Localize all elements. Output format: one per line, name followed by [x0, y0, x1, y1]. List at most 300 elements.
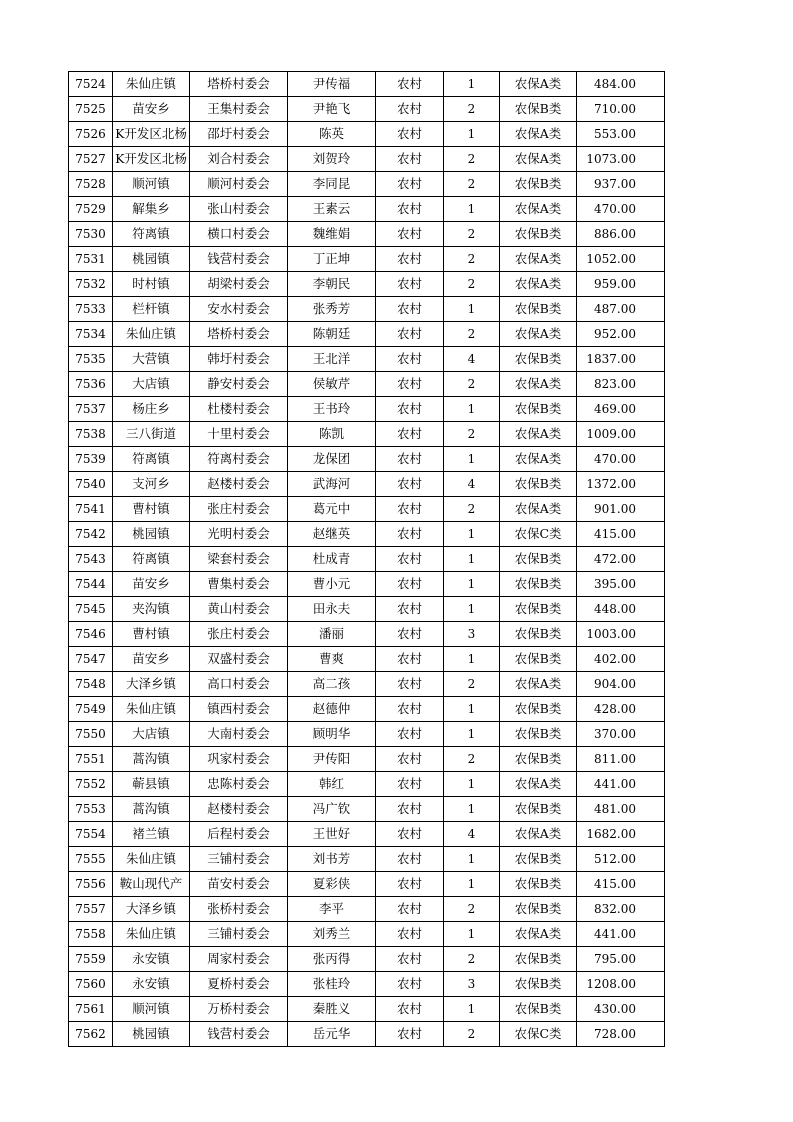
cell-area-type: 农村 — [376, 572, 444, 597]
cell-household-count: 1 — [444, 297, 500, 322]
table-row — [69, 772, 665, 797]
cell-person-name: 曹小元 — [288, 572, 376, 597]
cell-village-committee: 钱营村委会 — [190, 247, 288, 272]
cell-insurance-category: 农保A类 — [500, 422, 577, 447]
cell-area-type: 农村 — [376, 922, 444, 947]
table-row — [69, 522, 665, 547]
table-row — [69, 972, 665, 997]
cell-person-name: 李朝民 — [288, 272, 376, 297]
cell-area-type: 农村 — [376, 647, 444, 672]
table-row — [69, 322, 665, 347]
cell-person-name: 龙保团 — [288, 447, 376, 472]
cell-record-number: 7546 — [69, 622, 113, 647]
cell-township: 符离镇 — [113, 547, 190, 572]
table-row — [69, 422, 665, 447]
cell-township: 符离镇 — [113, 222, 190, 247]
cell-insurance-category: 农保A类 — [500, 122, 577, 147]
cell-township: 大营镇 — [113, 347, 190, 372]
cell-person-name: 刘秀兰 — [288, 922, 376, 947]
cell-person-name: 田永夫 — [288, 597, 376, 622]
table-row — [69, 997, 665, 1022]
cell-insurance-category: 农保A类 — [500, 922, 577, 947]
table-row — [69, 597, 665, 622]
cell-amount: 710.00 — [577, 97, 665, 122]
cell-insurance-category: 农保B类 — [500, 897, 577, 922]
cell-household-count: 1 — [444, 597, 500, 622]
table-row — [69, 1022, 665, 1047]
cell-township: 夹沟镇 — [113, 597, 190, 622]
cell-insurance-category: 农保B类 — [500, 622, 577, 647]
cell-record-number: 7543 — [69, 547, 113, 572]
cell-insurance-category: 农保B类 — [500, 572, 577, 597]
table-row — [69, 372, 665, 397]
cell-household-count: 4 — [444, 347, 500, 372]
cell-village-committee: 安水村委会 — [190, 297, 288, 322]
cell-village-committee: 苗安村委会 — [190, 872, 288, 897]
cell-household-count: 1 — [444, 722, 500, 747]
cell-household-count: 3 — [444, 972, 500, 997]
cell-insurance-category: 农保A类 — [500, 822, 577, 847]
cell-village-committee: 王集村委会 — [190, 97, 288, 122]
cell-area-type: 农村 — [376, 422, 444, 447]
cell-township: 褚兰镇 — [113, 822, 190, 847]
cell-household-count: 2 — [444, 172, 500, 197]
cell-amount: 1208.00 — [577, 972, 665, 997]
cell-record-number: 7550 — [69, 722, 113, 747]
table-row — [69, 347, 665, 372]
cell-area-type: 农村 — [376, 747, 444, 772]
cell-area-type: 农村 — [376, 472, 444, 497]
cell-village-committee: 杜楼村委会 — [190, 397, 288, 422]
cell-area-type: 农村 — [376, 772, 444, 797]
cell-person-name: 尹传福 — [288, 72, 376, 97]
cell-area-type: 农村 — [376, 72, 444, 97]
cell-township: 朱仙庄镇 — [113, 322, 190, 347]
cell-amount: 415.00 — [577, 872, 665, 897]
cell-amount: 441.00 — [577, 772, 665, 797]
cell-record-number: 7541 — [69, 497, 113, 522]
cell-person-name: 武海河 — [288, 472, 376, 497]
cell-area-type: 农村 — [376, 497, 444, 522]
cell-household-count: 1 — [444, 397, 500, 422]
cell-person-name: 赵德仲 — [288, 697, 376, 722]
cell-record-number: 7537 — [69, 397, 113, 422]
cell-amount: 959.00 — [577, 272, 665, 297]
cell-township: 苗安乡 — [113, 572, 190, 597]
cell-household-count: 2 — [444, 272, 500, 297]
cell-village-committee: 曹集村委会 — [190, 572, 288, 597]
cell-household-count: 2 — [444, 247, 500, 272]
cell-household-count: 2 — [444, 672, 500, 697]
cell-insurance-category: 农保B类 — [500, 647, 577, 672]
cell-amount: 428.00 — [577, 697, 665, 722]
table-row — [69, 172, 665, 197]
cell-township: 桃园镇 — [113, 522, 190, 547]
cell-person-name: 潘丽 — [288, 622, 376, 647]
table-row — [69, 497, 665, 522]
cell-person-name: 侯敏芹 — [288, 372, 376, 397]
cell-record-number: 7561 — [69, 997, 113, 1022]
cell-insurance-category: 农保B类 — [500, 547, 577, 572]
cell-village-committee: 赵楼村委会 — [190, 472, 288, 497]
cell-township: 蕲县镇 — [113, 772, 190, 797]
table-row — [69, 297, 665, 322]
cell-record-number: 7549 — [69, 697, 113, 722]
cell-township: K开发区北杨 — [113, 122, 190, 147]
table-row — [69, 822, 665, 847]
cell-person-name: 张丙得 — [288, 947, 376, 972]
cell-household-count: 1 — [444, 697, 500, 722]
cell-amount: 937.00 — [577, 172, 665, 197]
cell-village-committee: 韩圩村委会 — [190, 347, 288, 372]
cell-insurance-category: 农保B类 — [500, 597, 577, 622]
table-row — [69, 797, 665, 822]
cell-amount: 886.00 — [577, 222, 665, 247]
cell-township: 苗安乡 — [113, 97, 190, 122]
cell-person-name: 王世好 — [288, 822, 376, 847]
cell-area-type: 农村 — [376, 847, 444, 872]
table-row — [69, 722, 665, 747]
cell-village-committee: 邵圩村委会 — [190, 122, 288, 147]
cell-amount: 1073.00 — [577, 147, 665, 172]
cell-record-number: 7547 — [69, 647, 113, 672]
cell-insurance-category: 农保B类 — [500, 947, 577, 972]
table-row — [69, 872, 665, 897]
cell-insurance-category: 农保A类 — [500, 322, 577, 347]
cell-amount: 441.00 — [577, 922, 665, 947]
table-row — [69, 147, 665, 172]
cell-village-committee: 十里村委会 — [190, 422, 288, 447]
cell-township: 曹村镇 — [113, 622, 190, 647]
table-row — [69, 947, 665, 972]
cell-village-committee: 刘合村委会 — [190, 147, 288, 172]
cell-household-count: 1 — [444, 922, 500, 947]
cell-household-count: 1 — [444, 122, 500, 147]
cell-village-committee: 张庄村委会 — [190, 622, 288, 647]
cell-record-number: 7555 — [69, 847, 113, 872]
cell-area-type: 农村 — [376, 672, 444, 697]
cell-household-count: 1 — [444, 72, 500, 97]
cell-record-number: 7531 — [69, 247, 113, 272]
cell-village-committee: 大南村委会 — [190, 722, 288, 747]
cell-township: 桃园镇 — [113, 247, 190, 272]
cell-person-name: 陈凯 — [288, 422, 376, 447]
cell-insurance-category: 农保A类 — [500, 772, 577, 797]
cell-amount: 370.00 — [577, 722, 665, 747]
cell-township: 蒿沟镇 — [113, 797, 190, 822]
table-row — [69, 472, 665, 497]
cell-township: 三八街道 — [113, 422, 190, 447]
cell-record-number: 7545 — [69, 597, 113, 622]
cell-area-type: 农村 — [376, 872, 444, 897]
cell-household-count: 1 — [444, 997, 500, 1022]
cell-insurance-category: 农保B类 — [500, 697, 577, 722]
cell-township: 栏杆镇 — [113, 297, 190, 322]
cell-amount: 832.00 — [577, 897, 665, 922]
cell-township: 杨庄乡 — [113, 397, 190, 422]
cell-household-count: 2 — [444, 897, 500, 922]
cell-insurance-category: 农保A类 — [500, 672, 577, 697]
cell-household-count: 2 — [444, 747, 500, 772]
cell-township: 永安镇 — [113, 947, 190, 972]
cell-person-name: 王书玲 — [288, 397, 376, 422]
cell-area-type: 农村 — [376, 172, 444, 197]
cell-village-committee: 忠陈村委会 — [190, 772, 288, 797]
cell-village-committee: 张庄村委会 — [190, 497, 288, 522]
cell-village-committee: 三铺村委会 — [190, 922, 288, 947]
cell-amount: 728.00 — [577, 1022, 665, 1047]
cell-township: 顺河镇 — [113, 172, 190, 197]
cell-township: 朱仙庄镇 — [113, 72, 190, 97]
cell-person-name: 顾明华 — [288, 722, 376, 747]
cell-record-number: 7529 — [69, 197, 113, 222]
cell-village-committee: 符离村委会 — [190, 447, 288, 472]
cell-person-name: 曹爽 — [288, 647, 376, 672]
cell-record-number: 7538 — [69, 422, 113, 447]
cell-insurance-category: 农保B类 — [500, 472, 577, 497]
cell-person-name: 韩红 — [288, 772, 376, 797]
cell-village-committee: 张桥村委会 — [190, 897, 288, 922]
cell-person-name: 刘贺玲 — [288, 147, 376, 172]
cell-area-type: 农村 — [376, 222, 444, 247]
cell-household-count: 1 — [444, 547, 500, 572]
cell-record-number: 7551 — [69, 747, 113, 772]
cell-area-type: 农村 — [376, 522, 444, 547]
cell-amount: 901.00 — [577, 497, 665, 522]
cell-area-type: 农村 — [376, 822, 444, 847]
cell-village-committee: 塔桥村委会 — [190, 322, 288, 347]
cell-record-number: 7539 — [69, 447, 113, 472]
cell-township: 苗安乡 — [113, 647, 190, 672]
cell-record-number: 7552 — [69, 772, 113, 797]
cell-village-committee: 万桥村委会 — [190, 997, 288, 1022]
cell-insurance-category: 农保B类 — [500, 747, 577, 772]
cell-record-number: 7536 — [69, 372, 113, 397]
cell-record-number: 7528 — [69, 172, 113, 197]
table-row — [69, 447, 665, 472]
cell-household-count: 4 — [444, 472, 500, 497]
cell-village-committee: 钱营村委会 — [190, 1022, 288, 1047]
table-row — [69, 672, 665, 697]
cell-village-committee: 后程村委会 — [190, 822, 288, 847]
cell-township: 符离镇 — [113, 447, 190, 472]
cell-township: 解集乡 — [113, 197, 190, 222]
cell-person-name: 魏维娟 — [288, 222, 376, 247]
cell-record-number: 7559 — [69, 947, 113, 972]
cell-insurance-category: 农保A类 — [500, 372, 577, 397]
cell-area-type: 农村 — [376, 547, 444, 572]
table-row — [69, 547, 665, 572]
cell-person-name: 王素云 — [288, 197, 376, 222]
cell-village-committee: 横口村委会 — [190, 222, 288, 247]
cell-amount: 395.00 — [577, 572, 665, 597]
cell-insurance-category: 农保A类 — [500, 197, 577, 222]
cell-village-committee: 光明村委会 — [190, 522, 288, 547]
cell-amount: 415.00 — [577, 522, 665, 547]
cell-record-number: 7553 — [69, 797, 113, 822]
cell-record-number: 7540 — [69, 472, 113, 497]
cell-township: 桃园镇 — [113, 1022, 190, 1047]
cell-person-name: 王北洋 — [288, 347, 376, 372]
cell-area-type: 农村 — [376, 122, 444, 147]
cell-amount: 904.00 — [577, 672, 665, 697]
cell-amount: 472.00 — [577, 547, 665, 572]
cell-person-name: 尹传阳 — [288, 747, 376, 772]
cell-area-type: 农村 — [376, 272, 444, 297]
cell-household-count: 1 — [444, 772, 500, 797]
cell-area-type: 农村 — [376, 597, 444, 622]
table-row — [69, 222, 665, 247]
cell-insurance-category: 农保C类 — [500, 522, 577, 547]
cell-area-type: 农村 — [376, 722, 444, 747]
cell-person-name: 陈英 — [288, 122, 376, 147]
cell-household-count: 1 — [444, 447, 500, 472]
cell-household-count: 1 — [444, 797, 500, 822]
cell-village-committee: 夏桥村委会 — [190, 972, 288, 997]
table-row — [69, 572, 665, 597]
cell-record-number: 7525 — [69, 97, 113, 122]
cell-record-number: 7558 — [69, 922, 113, 947]
table-row — [69, 622, 665, 647]
table-row — [69, 97, 665, 122]
cell-insurance-category: 农保B类 — [500, 222, 577, 247]
cell-township: 曹村镇 — [113, 497, 190, 522]
cell-village-committee: 周家村委会 — [190, 947, 288, 972]
cell-record-number: 7526 — [69, 122, 113, 147]
cell-village-committee: 张山村委会 — [190, 197, 288, 222]
cell-record-number: 7560 — [69, 972, 113, 997]
cell-person-name: 张桂玲 — [288, 972, 376, 997]
cell-area-type: 农村 — [376, 622, 444, 647]
cell-person-name: 张秀芳 — [288, 297, 376, 322]
cell-amount: 795.00 — [577, 947, 665, 972]
cell-record-number: 7544 — [69, 572, 113, 597]
cell-area-type: 农村 — [376, 322, 444, 347]
cell-area-type: 农村 — [376, 347, 444, 372]
table-row — [69, 747, 665, 772]
cell-amount: 811.00 — [577, 747, 665, 772]
cell-area-type: 农村 — [376, 972, 444, 997]
table-row — [69, 647, 665, 672]
cell-household-count: 2 — [444, 1022, 500, 1047]
cell-township: 大泽乡镇 — [113, 672, 190, 697]
cell-person-name: 杜成青 — [288, 547, 376, 572]
cell-insurance-category: 农保B类 — [500, 997, 577, 1022]
cell-village-committee: 梁套村委会 — [190, 547, 288, 572]
cell-insurance-category: 农保B类 — [500, 397, 577, 422]
cell-record-number: 7542 — [69, 522, 113, 547]
cell-township: 顺河镇 — [113, 997, 190, 1022]
cell-household-count: 1 — [444, 522, 500, 547]
cell-village-committee: 胡梁村委会 — [190, 272, 288, 297]
cell-area-type: 农村 — [376, 1022, 444, 1047]
cell-household-count: 1 — [444, 572, 500, 597]
cell-person-name: 岳元华 — [288, 1022, 376, 1047]
cell-household-count: 1 — [444, 872, 500, 897]
cell-person-name: 丁正坤 — [288, 247, 376, 272]
cell-amount: 487.00 — [577, 297, 665, 322]
cell-household-count: 2 — [444, 322, 500, 347]
table-row — [69, 697, 665, 722]
cell-person-name: 刘书芳 — [288, 847, 376, 872]
cell-township: 大店镇 — [113, 722, 190, 747]
records-table — [68, 71, 665, 1047]
cell-area-type: 农村 — [376, 97, 444, 122]
cell-insurance-category: 农保B类 — [500, 172, 577, 197]
cell-insurance-category: 农保B类 — [500, 347, 577, 372]
table-body — [69, 72, 665, 1047]
cell-person-name: 尹艳飞 — [288, 97, 376, 122]
cell-amount: 1009.00 — [577, 422, 665, 447]
cell-household-count: 4 — [444, 822, 500, 847]
cell-village-committee: 顺河村委会 — [190, 172, 288, 197]
cell-amount: 823.00 — [577, 372, 665, 397]
cell-village-committee: 双盛村委会 — [190, 647, 288, 672]
cell-person-name: 夏彩侠 — [288, 872, 376, 897]
cell-area-type: 农村 — [376, 697, 444, 722]
cell-area-type: 农村 — [376, 947, 444, 972]
cell-person-name: 陈朝廷 — [288, 322, 376, 347]
cell-village-committee: 静安村委会 — [190, 372, 288, 397]
cell-record-number: 7556 — [69, 872, 113, 897]
cell-village-committee: 巩家村委会 — [190, 747, 288, 772]
cell-insurance-category: 农保B类 — [500, 872, 577, 897]
cell-amount: 448.00 — [577, 597, 665, 622]
table-row — [69, 847, 665, 872]
cell-area-type: 农村 — [376, 247, 444, 272]
cell-village-committee: 塔桥村委会 — [190, 72, 288, 97]
cell-insurance-category: 农保A类 — [500, 272, 577, 297]
cell-township: 时村镇 — [113, 272, 190, 297]
cell-area-type: 农村 — [376, 797, 444, 822]
cell-person-name: 秦胜义 — [288, 997, 376, 1022]
cell-insurance-category: 农保A类 — [500, 447, 577, 472]
table-row — [69, 197, 665, 222]
cell-record-number: 7530 — [69, 222, 113, 247]
cell-township: 永安镇 — [113, 972, 190, 997]
cell-insurance-category: 农保C类 — [500, 1022, 577, 1047]
cell-household-count: 2 — [444, 947, 500, 972]
cell-insurance-category: 农保A类 — [500, 147, 577, 172]
table-row — [69, 897, 665, 922]
cell-amount: 484.00 — [577, 72, 665, 97]
cell-amount: 470.00 — [577, 197, 665, 222]
cell-record-number: 7535 — [69, 347, 113, 372]
cell-record-number: 7527 — [69, 147, 113, 172]
cell-household-count: 2 — [444, 147, 500, 172]
cell-village-committee: 高口村委会 — [190, 672, 288, 697]
cell-amount: 553.00 — [577, 122, 665, 147]
cell-township: K开发区北杨 — [113, 147, 190, 172]
cell-insurance-category: 农保B类 — [500, 972, 577, 997]
cell-household-count: 1 — [444, 847, 500, 872]
cell-amount: 469.00 — [577, 397, 665, 422]
cell-household-count: 1 — [444, 647, 500, 672]
cell-record-number: 7532 — [69, 272, 113, 297]
cell-person-name: 李平 — [288, 897, 376, 922]
cell-household-count: 2 — [444, 497, 500, 522]
cell-household-count: 2 — [444, 372, 500, 397]
table-row — [69, 72, 665, 97]
cell-amount: 1837.00 — [577, 347, 665, 372]
cell-area-type: 农村 — [376, 897, 444, 922]
cell-record-number: 7557 — [69, 897, 113, 922]
cell-person-name: 赵继英 — [288, 522, 376, 547]
cell-insurance-category: 农保B类 — [500, 297, 577, 322]
cell-area-type: 农村 — [376, 397, 444, 422]
cell-record-number: 7524 — [69, 72, 113, 97]
cell-insurance-category: 农保B类 — [500, 797, 577, 822]
